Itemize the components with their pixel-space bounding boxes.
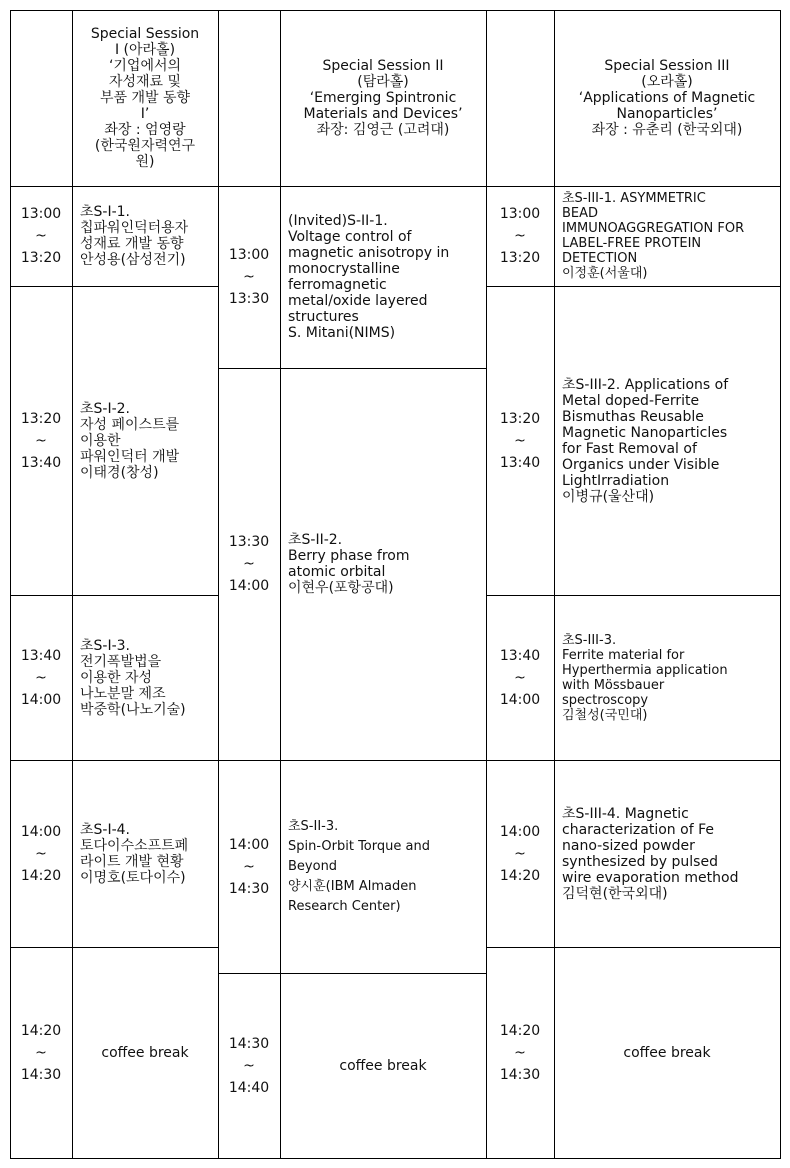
time-text: 14:00 ~ 14:30 [228,836,270,897]
time-text: 13:30 ~ 14:00 [228,534,270,594]
talk-text: 초S-III-4. Magnetic characterization of Fe nano-sized powder synthesized by pulsed wire evaporation method 김덕현(한국외대) [562,805,739,902]
time-slot [218,368,280,760]
time-text: 14:00 ~ 14:20 [499,823,541,884]
table-horizontal-rule [10,1158,781,1159]
talk-text: 초S-I-3. 전기폭발법을 이용한 자성 나노분말 제조 박중학(나노기술) [80,637,186,718]
time-text: 13:00 ~ 13:20 [499,206,541,266]
time-slot [10,947,72,1158]
coffee-break [72,947,218,1158]
header-session-2-text: Special Session II (탐라홀) ‘Emerging Spintronic Materials and Devices’ 좌장: 김영근 (고려대) [303,58,463,138]
time-text: 13:20 ~ 13:40 [20,410,62,471]
talk-cell [554,286,780,595]
time-slot [486,286,554,595]
talk-cell [72,760,218,947]
talk-text: 초S-II-2. Berry phase from atomic orbital 이현우(포항공대) [288,532,410,596]
talk-cell [72,286,218,595]
time-slot [486,186,554,286]
talk-cell [554,186,780,286]
talk-text: 초S-III-1. ASYMMETRIC BEAD IMMUNOAGGREGATION FOR LABEL-FREE PROTEIN DETECTION 이정훈(서울대) [562,191,745,281]
time-text: 14:20 ~ 14:30 [499,1022,541,1083]
coffee-break [554,947,780,1158]
time-text: 14:30 ~ 14:40 [228,1035,270,1096]
talk-cell [280,186,486,368]
coffee-break-text: coffee break [339,1057,427,1074]
header-session-1 [72,10,218,186]
coffee-break [280,973,486,1158]
time-slot [10,286,72,595]
table-vertical-rule [780,10,781,1159]
time-slot [486,595,554,760]
header-session-3-text: Special Session III (오라홀) ‘Applications of Magnetic Nanoparticles’ 좌장 : 유춘리 (한국외대) [578,58,756,138]
header-session-3 [554,10,780,186]
talk-text: 초S-I-2. 자성 페이스트를 이용한 파워인덕터 개발 이태경(창성) [80,400,180,481]
time-slot [10,595,72,760]
talk-text: (Invited)S-II-1. Voltage control of magnetic anisotropy in monocrystalline ferromagnetic metal/oxide layered structures S. Mitani(NIMS) [288,213,450,341]
time-text: 13:40 ~ 14:00 [499,647,541,708]
time-text: 13:20 ~ 13:40 [499,410,541,471]
talk-cell [554,760,780,947]
talk-text: 초S-II-3. Spin-Orbit Torque and Beyond 양시훈(IBM Almaden Research Center) [288,818,430,914]
time-slot [218,186,280,368]
time-slot [10,760,72,947]
talk-cell [280,760,486,973]
talk-text: 초S-III-2. Applications of Metal doped-Ferrite Bismuthas Reusable Magnetic Nanoparticles for Fast Removal of Organics under Visible LightIrradiation 이병규(울산대) [562,376,729,505]
time-text: 13:00 ~ 13:30 [228,247,270,307]
talk-cell [280,368,486,760]
talk-cell [72,186,218,286]
time-slot [486,760,554,947]
talk-cell [554,595,780,760]
time-slot [10,186,72,286]
time-text: 14:20 ~ 14:30 [20,1022,62,1083]
time-slot [218,973,280,1158]
time-slot [218,760,280,973]
time-text: 13:00 ~ 13:20 [20,206,62,266]
talk-text: 초S-I-4. 토다이수소프트페 라이트 개발 현황 이명호(토다이수) [80,821,189,886]
coffee-break-text: coffee break [623,1044,711,1061]
time-text: 13:40 ~ 14:00 [20,647,62,708]
talk-text: 초S-I-1. 칩파워인덕터용자 성재료 개발 동향 안성용(삼성전기) [80,204,189,268]
time-slot [486,947,554,1158]
header-session-2 [280,10,486,186]
time-text: 14:00 ~ 14:20 [20,823,62,884]
talk-text: 초S-III-3. Ferrite material for Hyperthermia application with Mössbauer spectroscopy 김철성(국민대) [562,632,728,723]
talk-cell [72,595,218,760]
header-session-1-text: Special Session I (아라홀) ‘기업에서의 자성재료 및 부품 개발 동향 I’ 좌장 : 엄영랑 (한국원자력연구 원) [90,26,200,170]
coffee-break-text: coffee break [101,1044,189,1061]
